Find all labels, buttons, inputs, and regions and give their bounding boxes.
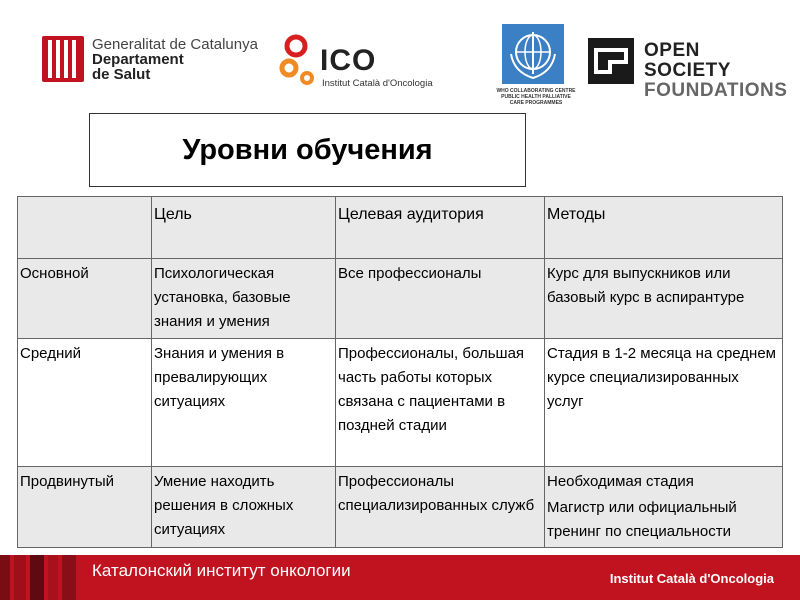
slide-title-box (89, 113, 526, 187)
footer-stripes (0, 555, 80, 600)
ico-logo (276, 34, 461, 90)
who-line2: PUBLIC HEALTH PALLIATIVE (501, 94, 571, 100)
table-row (18, 339, 783, 467)
who-logo (490, 24, 582, 112)
methods-line: Магистр или официальный тренинг по специальности (547, 499, 737, 540)
table-row (18, 467, 783, 548)
table-header-row (18, 197, 783, 259)
slide-title: Уровни обучения (182, 133, 433, 166)
cell-audience: Все профессионалы (336, 259, 545, 339)
header-level (18, 197, 152, 259)
cell-goal: Знания и умения в превалирующих ситуациях (152, 339, 336, 467)
cell-goal: Психологическая установка, базовые знания и умения (152, 259, 336, 339)
who-line1: WHO COLLABORATING CENTRE (496, 88, 576, 94)
levels-table (17, 196, 783, 548)
cell-level: Средний (18, 339, 152, 467)
cell-level: Продвинутый (18, 467, 152, 548)
gencat-logo (42, 36, 282, 82)
cell-level: Основной (18, 259, 152, 339)
cell-audience: Профессионалы специализированных служб (336, 467, 545, 548)
catalonia-flag-icon (42, 36, 84, 82)
cell-audience: Профессионалы, большая часть работы которых связана с пациентами в поздней стадии (336, 339, 545, 467)
gencat-line3: de Salut (92, 66, 151, 83)
footer-institute: Institut Català d'Oncologia (609, 571, 774, 586)
who-line3: CARE PROGRAMMES (509, 100, 563, 106)
gencat-line2: Departament (92, 51, 184, 68)
header-goal: Цель (152, 197, 336, 259)
who-emblem (502, 24, 564, 84)
methods-line: Стадия в 1-2 месяца на среднем курсе специализированных услуг (547, 345, 776, 410)
osf-logo (588, 38, 788, 101)
cell-methods (545, 339, 783, 467)
footer-bar (0, 555, 800, 600)
osf-line1: OPEN SOCIETY (644, 40, 731, 81)
cell-methods (545, 259, 783, 339)
header-methods: Методы (545, 197, 783, 259)
who-globe-icon (502, 24, 564, 84)
osf-mark-icon (588, 38, 634, 84)
methods-line: Курс для выпускников или базовый курс в аспирантуре (547, 265, 745, 306)
osf-line2: FOUNDATIONS (644, 80, 788, 101)
table-row (18, 259, 783, 339)
cell-goal: Умение находить решения в сложных ситуациях (152, 467, 336, 548)
gencat-line1: Generalitat de Catalunya (92, 36, 258, 53)
ico-subtitle: Institut Català d'Oncologia (322, 78, 433, 89)
methods-line: Необходимая стадия (547, 473, 694, 490)
ico-circles-icon (276, 34, 324, 86)
footer-caption: Каталонский институт онкологии (92, 561, 351, 580)
ico-name: ICO (320, 44, 377, 77)
header-audience: Целевая аудитория (336, 197, 545, 259)
cell-methods (545, 467, 783, 548)
